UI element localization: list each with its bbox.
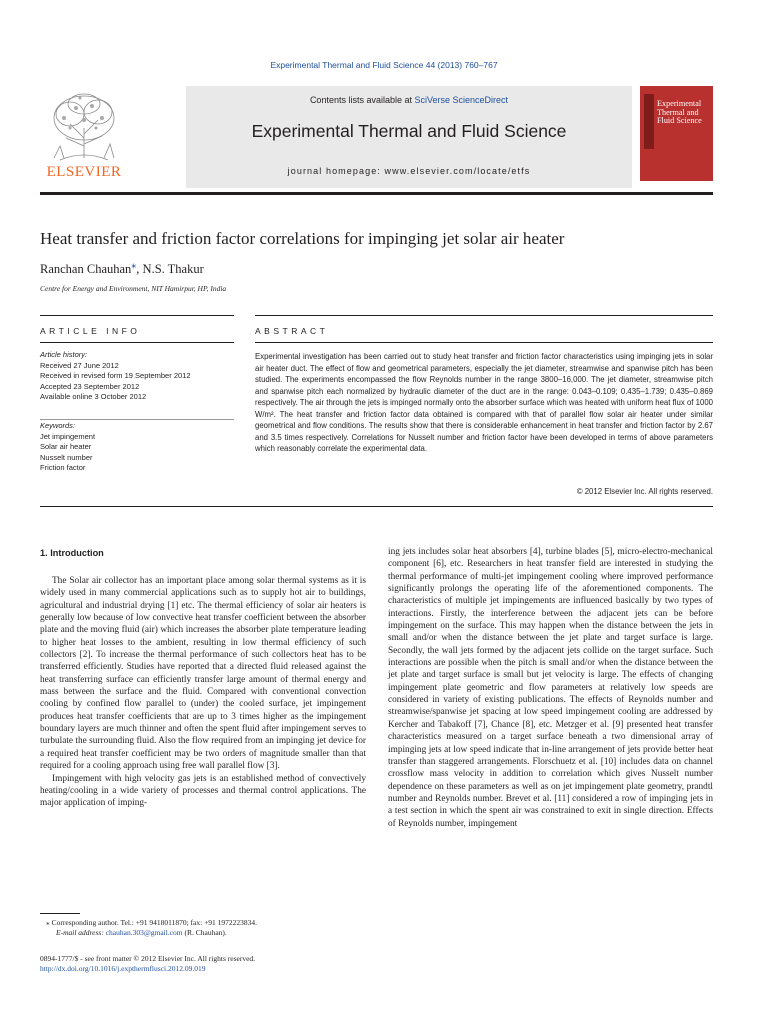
cover-title-line: Experimental xyxy=(657,99,702,108)
email-link[interactable]: chauhan.303@gmail.com xyxy=(105,928,183,937)
footnote xyxy=(46,918,376,938)
author-chauhan: Ranchan Chauhan xyxy=(40,262,132,277)
keywords-rule xyxy=(40,419,234,420)
intro-paragraph-continued: ing jets includes solar heat absorbers [4], turbine blades [5], micro-electro-mechanical component [6], etc. Researchers in heat transfer field are interested in studying the thermal performance of multi-jet impingement cooling where improved performance significantly prolongs the operating life of the aforementioned components. The characteristics of multiple jet impingements are influenced basically by two types of interactions. Firstly, the interference between the adjacent jets can be before impingement on the surface. This may happen when the distance between the jets in small and/or when the distance between the jet plate and target surface is large. Secondly, the wall jets formed by the adjacent jets collide on the target surface. Such interactions are possible when the pitch is small and/or when the distance between the jet plate and target surface is small but jet velocity is large. The effects of changing impingement plate geometric and flow parameters at relatively low speeds are considered in variety of existing publications. The effects of Reynolds number and streamwise/spanwise jet spacing at low speed impingement cooling are addressed by Kercher and Tabakoff [7], Chance [8], etc. Metzger et al. [9] presented heat transfer characteristics measured on a target surface beneath a two dimensional array of impinging jets at low speed indicate that in-line arrangement of jets provide better heat transfer than staggered arrangements. Florschuetz et al. [10] includes data on channel crossflow mass velocity in addition to correlation which gives Nusselt number dependence on these parameters as well as on jet impingement plate geometry, prandtl number and Reynolds number. Brevet et al. [11] considered a row of impinging jets in a test section in which the spent air was constrained to exit in single direction. Effects of Reynolds number, impingement xyxy=(388,547,713,829)
journal-homepage[interactable]: journal homepage: www.elsevier.com/locate/etfs xyxy=(287,166,531,176)
page-bottom-info xyxy=(40,954,400,974)
article-history xyxy=(40,350,240,403)
keyword: Jet impingement xyxy=(40,431,96,441)
author-thakur: , N.S. Thakur xyxy=(136,262,204,277)
sciencedirect-link[interactable]: SciVerse ScienceDirect xyxy=(414,95,509,105)
keyword: Solar air heater xyxy=(40,442,92,451)
header-rule xyxy=(40,192,713,195)
journal-title: Experimental Thermal and Fluid Science xyxy=(251,121,567,141)
cover-title xyxy=(657,100,702,126)
affiliation: Centre for Energy and Environment, NIT Hamirpur, HP, India xyxy=(40,284,227,293)
history-revised: Received in revised form 19 September 2012 xyxy=(40,371,191,380)
journal-reference[interactable]: Experimental Thermal and Fluid Science 44 (2013) 760–767 xyxy=(270,60,498,70)
intro-paragraph-2: Impingement with high velocity gas jets is an established method of convectively heating/cooling in a wide variety of processes and thermal control applications. The major application of imping- xyxy=(40,773,366,809)
keyword: Nusselt number xyxy=(40,452,93,462)
section-heading-introduction: 1. Introduction xyxy=(40,548,104,558)
intro-column-left xyxy=(40,575,366,810)
doi-link[interactable]: http://dx.doi.org/10.1016/j.expthermflusci.2012.09.019 xyxy=(40,964,206,973)
corresponding-author-mark[interactable]: ⁎ xyxy=(131,260,137,271)
history-online: Available online 3 October 2012 xyxy=(40,392,147,401)
history-received: Received 27 June 2012 xyxy=(40,360,119,370)
intro-column-right xyxy=(388,546,713,830)
abstract-copyright: © 2012 Elsevier Inc. All rights reserved. xyxy=(576,487,713,496)
abstract-rule xyxy=(255,342,713,343)
footnote-rule xyxy=(40,913,80,914)
keyword: Friction factor xyxy=(40,463,86,472)
article-info-rule-top xyxy=(40,315,234,316)
article-info-rule xyxy=(40,342,234,343)
cover-title-line: Fluid Science xyxy=(657,116,702,125)
article-info-heading: ARTICLE INFO xyxy=(40,326,141,336)
intro-paragraph-1: The Solar air collector has an important place among solar thermal systems as it is widely used in many commercial applications such as to supply hot air to buildings, agricultural and industrial drying [1] etc. The thermal efficiency of solar air heaters is generally low because of low convective heat transfer coefficient between the absorber plate and the moving fluid (air) which increases the absorber plate temperature leading to higher heat losses to the ambient, resulting in low thermal efficiency of such collectors [2]. To increase the thermal performance of such collectors heat has to be transferred efficiently. Studies have reported that a directed fluid released against the heat transferring surface can efficiently transfer large amount of thermal energy and mass between the surface and the fluid. Compared with conventional convection cooling by confined flow parallel to (under) the cooled surface, jet impingement produces heat transfer coefficients that are up to 3 times higher as the impingement boundary layers are much thinner and often the spent fluid after impingement serves to turbulate the surrounding fluid. Also the flow required from an impinging jet device for a required heat transfer coefficient may be two orders of magnitude smaller than that required for a cooling approach using free wall parallel flow [3]. xyxy=(40,576,366,772)
elsevier-wordmark: ELSEVIER xyxy=(46,164,122,180)
cover-title-line: Thermal and xyxy=(657,107,699,117)
abstract-text: Experimental investigation has been carried out to study heat transfer and friction factor characteristics using impinging jets in solar air heater duct. The effect of flow and geometrical parameters, especially the jet diameter, streamwise and spanwise pitch has been studied. The experiments encompassed the flow Reynolds number in the range 3800–16,000. The jet diameter, streamwise pitch and spanwise pitch each normalized by hydraulic diameter of the duct are in the range: 0.043–0.109; 0.435–1.739; 0.435–0.869 respectively. The air through the jets is impinged normally onto the absorber surface which was heated with uniform heat flux of 1000 W/m². The heat transfer and friction factor data obtained is compared with that of parallel flow solar air heater under similar geometrical and flow conditions. The results show that there is considerable enhancement in heat transfer and friction factor by 2.67 and 3.5 times respectively. Correlations for Nusselt number and friction factor have been developed in terms of above parameters which reasonably correlate the experimental data. xyxy=(255,352,713,453)
history-label: Article history: xyxy=(40,350,88,359)
issn-line: 0894-1777/$ - see front matter © 2012 Elsevier Inc. All rights reserved. xyxy=(40,954,256,963)
author-list xyxy=(40,260,204,277)
abstract-heading: ABSTRACT xyxy=(255,326,329,336)
footnote-corresponding: ⁎ Corresponding author. Tel.: +91 9418011870; fax: +91 1972223834. xyxy=(46,918,258,927)
abstract-rule-top xyxy=(255,315,713,316)
contents-line xyxy=(186,95,632,105)
history-accepted: Accepted 23 September 2012 xyxy=(40,381,140,391)
journal-cover-thumbnail[interactable] xyxy=(640,86,713,181)
footnote-email: E-mail address: chauhan.303@gmail.com (R. Chauhan). xyxy=(56,928,227,937)
keywords-label: Keywords: xyxy=(40,421,76,430)
cover-strip xyxy=(644,94,654,149)
contents-prefix: Contents lists available at xyxy=(309,95,415,105)
keywords-block xyxy=(40,421,240,474)
abstract-rule-bottom xyxy=(40,506,713,507)
article-title: Heat transfer and friction factor correlations for impinging jet solar air heater xyxy=(40,229,565,248)
